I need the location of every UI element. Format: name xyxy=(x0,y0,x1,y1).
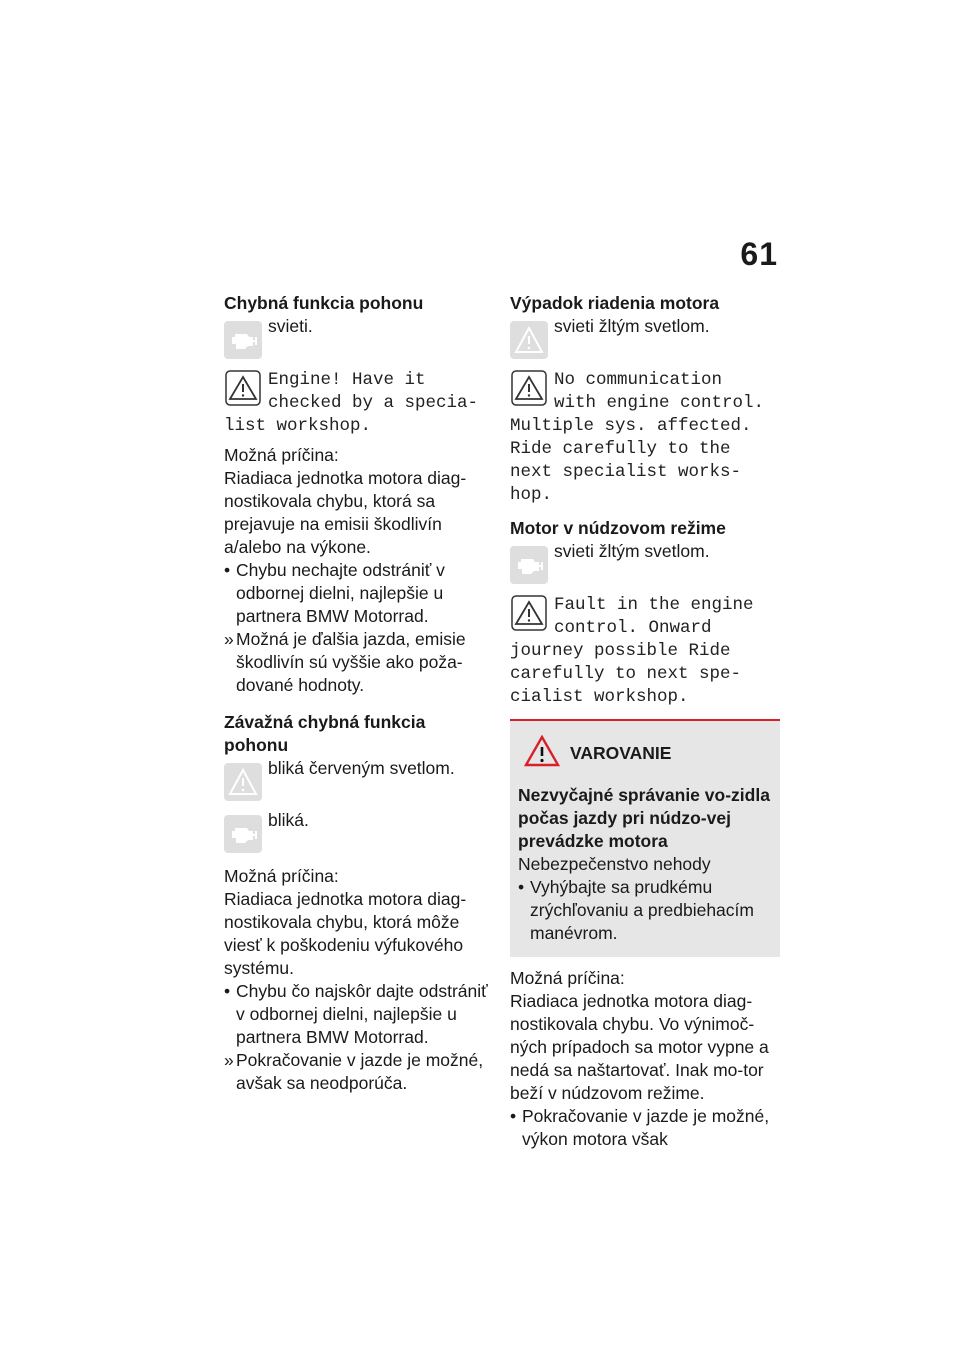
engine-icon xyxy=(224,321,262,359)
display-message xyxy=(510,594,780,709)
message-line: carefully to next spe- xyxy=(510,664,742,684)
indicator-text: bliká červeným svetlom. xyxy=(268,758,455,778)
warning-triangle-icon xyxy=(510,594,548,632)
indicator-text: bliká. xyxy=(268,810,309,830)
bullet-item: • Chybu čo najskôr dajte odstrániť v odbornej dielni, najlepšie u partnera BMW Motorrad. xyxy=(224,981,488,1047)
left-column xyxy=(224,292,490,1095)
result-item: » Možná je ďalšia jazda, emisie škodlivín sú vyššie ako poža-dované hodnoty. xyxy=(224,629,466,695)
warning-triangle-icon xyxy=(510,321,548,359)
message-line: No communication xyxy=(554,370,723,390)
bullet-item: • Chybu nechajte odstrániť v odbornej dielni, najlepšie u partnera BMW Motorrad. xyxy=(224,560,445,626)
warning-triangle-icon xyxy=(224,763,262,801)
section-title: Chybná funkcia pohonu xyxy=(224,293,424,313)
message-line: cialist workshop. xyxy=(510,687,689,707)
engine-icon xyxy=(224,815,262,853)
bullet-item: • Pokračovanie v jazde je možné, výkon motora však xyxy=(510,1106,770,1149)
warning-triangle-icon xyxy=(524,735,560,772)
result-item: » Pokračovanie v jazde je možné, avšak sa neodporúča. xyxy=(224,1050,484,1093)
indicator-row xyxy=(510,315,780,361)
warning-label: VAROVANIE xyxy=(570,743,672,763)
message-line: Multiple sys. affected. xyxy=(510,416,752,436)
message-line: with engine control. xyxy=(554,393,765,413)
cause-text: Riadiaca jednotka motora diag-nostikovala chybu. Vo výnimoč-ných prípadoch sa motor vypne a nedá sa naštartovať. Inak mo-tor beží v núdzovom režime. xyxy=(510,991,769,1103)
bullet-item: • Vyhýbajte sa prudkému zrýchľovaniu a predbiehacím manévrom. xyxy=(518,877,754,943)
cause-text: Riadiaca jednotka motora diag-nostikovala chybu, ktorá sa prejavuje na emisii škodlivín a/alebo na výkone. xyxy=(224,468,467,557)
warning-triangle-icon xyxy=(224,369,262,407)
message-line: journey possible Ride xyxy=(510,641,731,661)
warning-text: Nebezpečenstvo nehody xyxy=(518,854,711,874)
indicator-row xyxy=(510,540,780,586)
display-message xyxy=(224,369,490,438)
section-title: Motor v núdzovom režime xyxy=(510,518,726,538)
cause-text: Riadiaca jednotka motora diag-nostikovala chybu, ktorá môže viesť k poškodeniu výfukového systému. xyxy=(224,889,467,978)
engine-icon xyxy=(510,546,548,584)
cause-label: Možná príčina: xyxy=(224,445,339,465)
cause-label: Možná príčina: xyxy=(510,968,625,988)
warning-triangle-icon xyxy=(510,369,548,407)
indicator-text: svieti žltým svetlom. xyxy=(554,541,710,561)
message-line: next specialist works- xyxy=(510,462,742,482)
cause-label: Možná príčina: xyxy=(224,866,339,886)
warning-heading: Nezvyčajné správanie vo-zidla počas jazdy pri núdzo-vej prevádzke motora xyxy=(518,785,770,851)
message-line: control. Onward xyxy=(554,618,712,638)
message-line: checked by a specia- xyxy=(268,393,479,413)
message-line: Ride carefully to the xyxy=(510,439,731,459)
message-line: hop. xyxy=(510,485,553,505)
indicator-row xyxy=(224,757,490,803)
message-line: list workshop. xyxy=(224,416,372,436)
indicator-row xyxy=(224,809,490,855)
section-title: Závažná chybná funkcia pohonu xyxy=(224,712,426,755)
section-title: Výpadok riadenia motora xyxy=(510,293,720,313)
right-column xyxy=(510,292,780,1151)
indicator-text: svieti žltým svetlom. xyxy=(554,316,710,336)
indicator-row xyxy=(224,315,490,361)
display-message xyxy=(510,369,780,507)
message-line: Engine! Have it xyxy=(268,370,426,390)
indicator-text: svieti. xyxy=(268,316,313,336)
warning-box xyxy=(510,719,780,957)
message-line: Fault in the engine xyxy=(554,595,754,615)
page-number: 61 xyxy=(740,236,778,272)
